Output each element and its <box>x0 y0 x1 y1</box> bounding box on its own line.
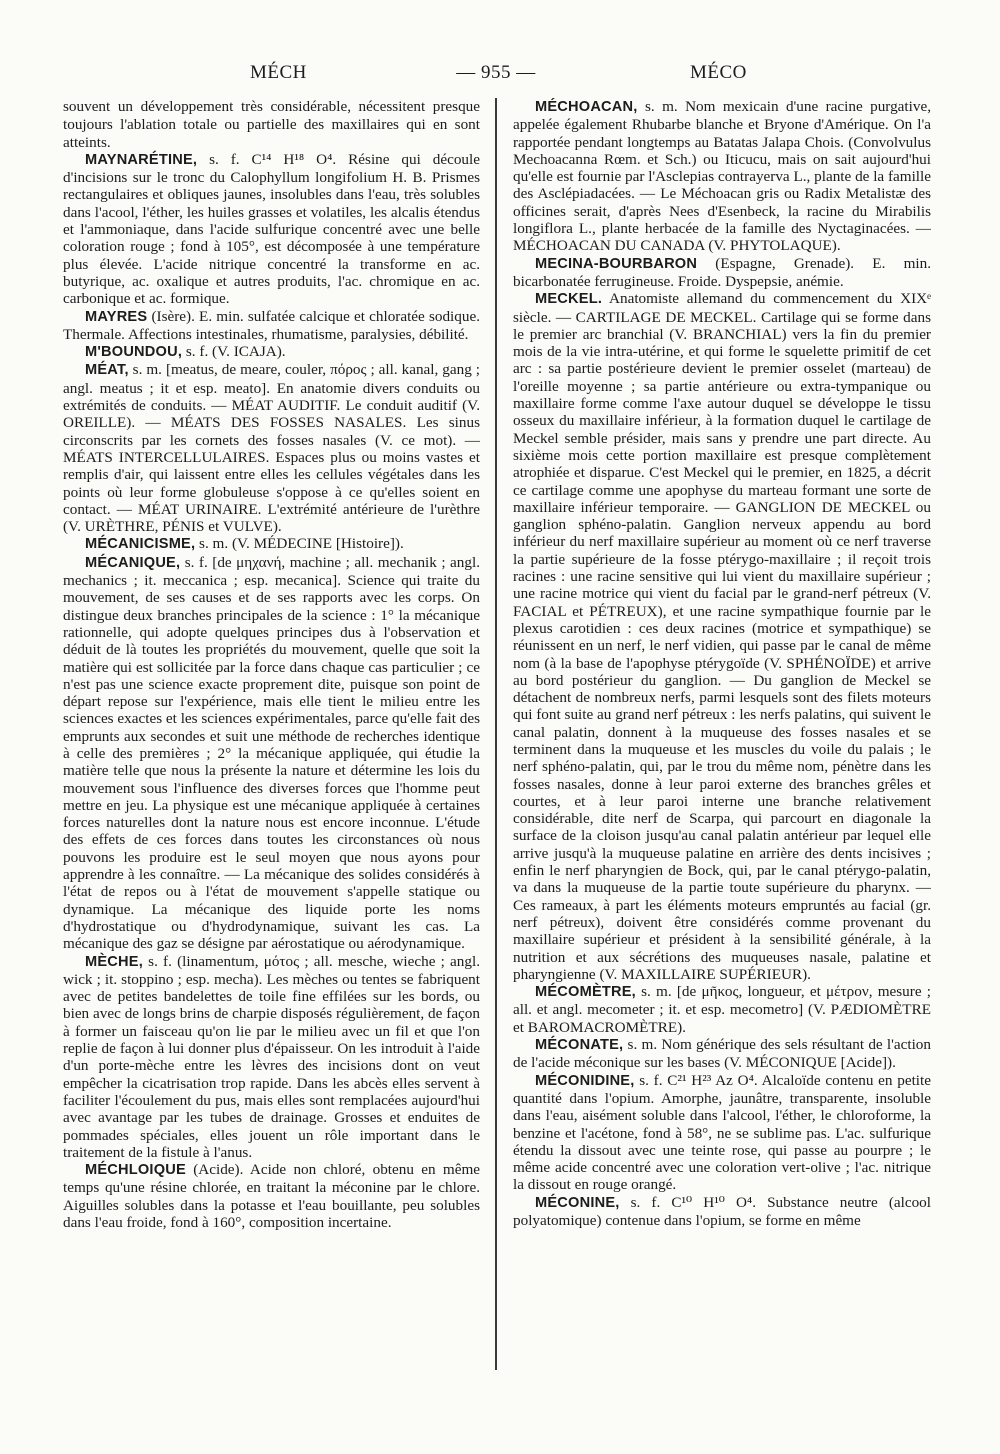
entry-headword: MÈCHE, <box>85 953 143 970</box>
entry-text: s. f. C²¹ H²³ Az O⁴. Alcaloïde contenu en petite quantité dans l'opium. Amorphe, jaunâtre, transparente, insoluble dans l'eau, aisément soluble dans l'alcool, l'éther, le chloroforme, la benzine et l'acétone, fond à 58°, ne se sublime pas. L'ac. sulfurique étendu la dissout avec une teinte rose, qui passe au pourpre ; le même acide concentré avec une coloration vert-olive ; l'ac. nitrique la dissout en rouge orangé. <box>513 1071 931 1194</box>
entry-text: s. f. (V. ICAJA). <box>182 343 286 361</box>
left-column <box>63 98 480 1398</box>
entry-text: s. f. C¹⁴ H¹⁸ O⁴. Résine qui découle d'incisions sur le tronc du Calophyllum longifolium H. B. Prismes rectangulaires et obliques jaunes, insolubles dans l'eau, très solubles dans l'acool, l'éther, les huiles grasses et volatiles, les alcalis étendus et l'ammoniaque, dans l'acide sulfurique concentré avec une belle coloration rouge ; fond à 105°, est décomposée à une température plus élevée. L'acide nitrique concentré la transforme en ac. butyrique, ac. oxalique et autres produits, l'ac. chromique en ac. carbonique et ac. formique. <box>63 150 480 308</box>
dictionary-entry <box>63 1161 480 1231</box>
entry-text: s. m. [de μῆκος, longueur, et μέτρον, mesure ; all. et angl. mecometer ; it. et esp. mecometro] (V. PÆDIOMÈTRE et BAROMACROMÈTRE). <box>513 983 931 1036</box>
entry-headword: MECKEL. <box>535 291 603 308</box>
entry-text: s. m. Nom générique des sels résultant de l'action de l'acide méconique sur les bases (V. MÉCONIQUE [Acide]). <box>513 1036 931 1072</box>
entry-headword: MÉAT, <box>85 362 129 379</box>
dictionary-entry <box>513 1072 931 1194</box>
entry-text: (Espagne, Grenade). E. min. bicarbonatée ferrugineuse. Froide. Dyspepsie, anémie. <box>513 254 931 290</box>
dictionary-entry <box>63 308 480 344</box>
entry-text: s. f. [de μηχανή, machine ; all. mechanik ; angl. mechanics ; it. meccanica ; esp. mecanica]. Science qui traite du mouvement, de ses causes et de ses rapports avec les corps. On distingue deux branches principales de la science : 1° la mécanique rationnelle, qui adopte quelques principes dus à l'observation et déduit de là toutes les propriétés du mouvement, quelle que soit la matière qui est sollicitée par la force dans chaque cas particulier ; ce n'est pas une science exacte proprement dite, puisque son point de départ repose sur l'expérience, mais elle tient le milieu entre les sciences exactes et les sciences expérimentales, parce qu'elle fait des emprunts aux secondes et suit une méthode de recherches identique à celle des premières ; 2° la mécanique appliquée, qui étudie la matière telle que nous la présente la nature et détermine les lois du mouvement sous l'influence des diverses forces que l'homme peut mettre en jeu. La physique est une mécanique appliquée à certaines forces naturelles dont la nature nous est encore inconnue. L'étude des effets de ces forces dans toutes les circonstances où nous pouvons les produire est le seul moyen que nous ayons pour apprendre à les connaître. — La mécanique des solides considérés à l'état de repos ou à l'état de mouvement s'appelle statique ou dynamique. La mécanique des liquide porte les noms d'hydrostatique ou d'hydrodynamique, suivant les cas. La mécanique des gaz se désigne par aérostatique ou aérodynamique. <box>63 553 480 953</box>
dictionary-entry <box>63 554 480 953</box>
entry-headword: MÉCANIQUE, <box>85 554 181 571</box>
entry-headword: MECINA-BOURBARON <box>535 255 698 272</box>
entry-headword: MÉCONATE, <box>535 1037 624 1054</box>
dictionary-entry <box>63 953 480 1162</box>
entry-headword: MÉCONIDINE, <box>535 1072 635 1089</box>
entry-text: s. m. Nom mexicain d'une racine purgative, appelée également Rhubarbe blanche et Bryone d'Amérique. On l'a rapportée pendant longtemps au Batatas Jalapa Chois. (Convolvulus Mechoacanna Rœm. et Sch.) ou Iticucu, mais on sait aujourd'hui qu'elle est fournie par l'Asclepias contrayerva L., plante de la famille des Asclépiadacées. — Le Méchoacan gris ou Radix Metalistæ des officines serait, d'après Nees d'Esenbeck, la racine du Mirabilis longiflora L., plante herbacée de la famille des Nyctaginacées. — MÉCHOACAN DU CANADA (V. PHYTOLAQUE). <box>513 98 931 255</box>
dictionary-entry <box>513 255 931 291</box>
dictionary-entry <box>63 343 480 361</box>
dictionary-entry <box>63 361 480 535</box>
entry-text: s. f. C¹⁰ H¹⁰ O⁴. Substance neutre (alcool polyatomique) contenue dans l'opium, se forme en même <box>513 1193 931 1229</box>
column-divider <box>495 98 497 1370</box>
page-number: — 955 — <box>456 62 536 83</box>
entry-headword: MAYNARÉTINE, <box>85 151 198 168</box>
dictionary-entry <box>63 535 480 553</box>
dictionary-entry <box>513 98 931 255</box>
header-left-guide-word: MÉCH <box>250 62 307 83</box>
entry-text: Anatomiste allemand du commencement du XIXᵉ siècle. — CARTILAGE DE MECKEL. Cartilage qui se forme dans le premier arc branchial (V. BRANCHIAL) vers la fin du premier mois de la vie intra-utérine, et qui forme le squelette primitif de cet arc : sa partie postérieure devient le premier osselet (marteau) de l'oreille moyenne ; sa partie antérieure ou extra-tympanique ou maxillaire forme comme l'axe autour duquel se développe le tissu osseux du maxillaire inférieur, à la formation duquel le cartilage de Meckel semble présider, mais sans y prendre une part directe. Au sixième mois cette portion maxillaire est presque complètement atrophiée et disparue. C'est Meckel qui le premier, en 1825, a décrit ce cartilage comme une apophyse du marteau formant une sorte de maxillaire inférieur temporaire. — GANGLION DE MECKEL ou ganglion sphéno-palatin. Ganglion nerveux appendu au bord inférieur du nerf maxillaire supérieur au moment où ce nerf traverse la partie supérieure de la fosse ptérygo-maxillaire ; il reçoit trois racines : une racine sensitive qui lui vient du maxillaire supérieur ; une racine motrice qui vient du facial par le grand-nerf pétreux (V. FACIAL et PÉTREUX), et une racine sympathique fournie par le plexus carotidien : ces deux racines (motrice et sympathique) se réunissent en un nerf, le nerf vidien, qui passe par le canal de même nom (à la base de l'apophyse ptérygoïde (V. SPHÉNOÏDE) et arrive au bord postérieur du ganglion. — Du ganglion de Meckel se détachent de nombreux nerfs, parmi lesquels sont des filets moteurs qui font suite au grand nerf pétreux : les nerfs palatins, qui suivent le canal palatin, donnent à la muqueuse des fosses nasales et se terminent dans la muqueuse et les muscles du voile du palais ; le nerf sphéno-palatin, qui, par le trou du même nom, pénètre dans les fosses nasales, donne à leur paroi externe des branches grêles et courtes, et à leur paroi interne une branche relativement considérable, dite nerf de Scarpa, qui parcourt en diagonale la surface de la cloison jusqu'au canal palatin antérieur par lequel elle arrive jusqu'à la muqueuse palatine en arrière des dents incisives ; enfin le nerf pharyngien de Bock, qui, par le canal ptérygo-palatin, va dans la muqueuse de la partie toute supérieure du pharynx. — Ces rameaux, à part les éléments moteurs empruntés au facial (gr. nerf pétreux), doivent être considérés comme provenant du maxillaire supérieur et président à la sensibilité générale, à la nutrition et aux sécrétions des muqueuses nasale, palatine et pharyngienne (V. MAXILLAIRE SUPÉRIEUR). <box>513 290 931 983</box>
running-header <box>0 62 1000 92</box>
entry-text: (Acide). Acide non chloré, obtenu en même temps qu'une résine chlorée, en traitant la méconine par le chlore. Aiguilles solubles dans la potasse et l'eau bouillante, peu solubles dans l'eau froide, fond à 160°, composition incertaine. <box>63 1161 480 1231</box>
dictionary-entry <box>513 1194 931 1230</box>
entry-text: s. f. (linamentum, μότος ; all. mesche, wieche ; angl. wick ; it. stoppino ; esp. mecha). Les mèches ou tentes se fabriquent avec de petites bandelettes de toile fine effilées sur les bords, ou bien avec de longs brins de charpie disposés régulièrement, de façon à former un faisceau qu'on lie par le milieu avec un fil et que l'on replie de façon à lui donner plus d'épaisseur. On les introduit à l'aide d'un porte-mèche entre les lèvres des incisions dont on veut empêcher la cicatrisation trop rapide. Dans les abcès elles servent à faciliter l'écoulement du pus, mais elles sont remplacées aujourd'hui avec avantage par les tubes de drainage. Grosses et enduites de pommades spéciales, elles jouent un rôle important dans le traitement de la fistule à l'anus. <box>63 952 480 1161</box>
right-column <box>513 98 931 1398</box>
entry-text: s. m. (V. MÉDECINE [Histoire]). <box>195 535 404 553</box>
entry-headword: MÉCONINE, <box>535 1194 620 1211</box>
entry-text: (Isère). E. min. sulfatée calcique et chloratée sodique. Thermale. Affections intestinales, rhumatisme, paralysies, débilité. <box>63 307 480 343</box>
entry-headword: MÉCANICISME, <box>85 536 196 553</box>
dictionary-entry <box>513 983 931 1036</box>
header-right-guide-word: MÉCO <box>690 62 747 83</box>
dictionary-entry <box>63 98 480 151</box>
dictionary-entry <box>513 1036 931 1072</box>
dictionary-entry <box>513 290 931 983</box>
entry-headword: MÉCOMÈTRE, <box>535 984 636 1001</box>
entry-headword: MÉCHLOIQUE <box>85 1162 186 1179</box>
entry-text: s. m. [meatus, de meare, couler, πόρος ; all. kanal, gang ; angl. meatus ; it et esp. meato]. En anatomie divers conduits ou extrémités de conduits. — MÉAT AUDITIF. Le conduit auditif (V. OREILLE). — MÉATS DES FOSSES NASALES. Les sinus circonscrits par les cornets des fosses nasales (V. ce mot). — MÉATS INTERCELLULAIRES. Espaces plus ou moins vastes et remplis d'air, qui laissent entre elles les cellules végétales dans les points où leur forme globuleuse s'oppose à ce qu'elles soient en contact. — MÉAT URINAIRE. L'extrémité antérieure de l'urèthre (V. URÈTHRE, PÉNIS et VULVE). <box>63 361 480 536</box>
dictionary-entry <box>63 151 480 308</box>
entry-text: souvent un développement très considérable, nécessitent presque toujours l'ablation totale ou partielle des maxillaires qui en sont atteints. <box>63 98 480 151</box>
entry-headword: MAYRES <box>85 308 148 325</box>
entry-headword: MÉCHOACAN, <box>535 99 638 115</box>
entry-headword: M'BOUNDOU, <box>85 344 183 361</box>
